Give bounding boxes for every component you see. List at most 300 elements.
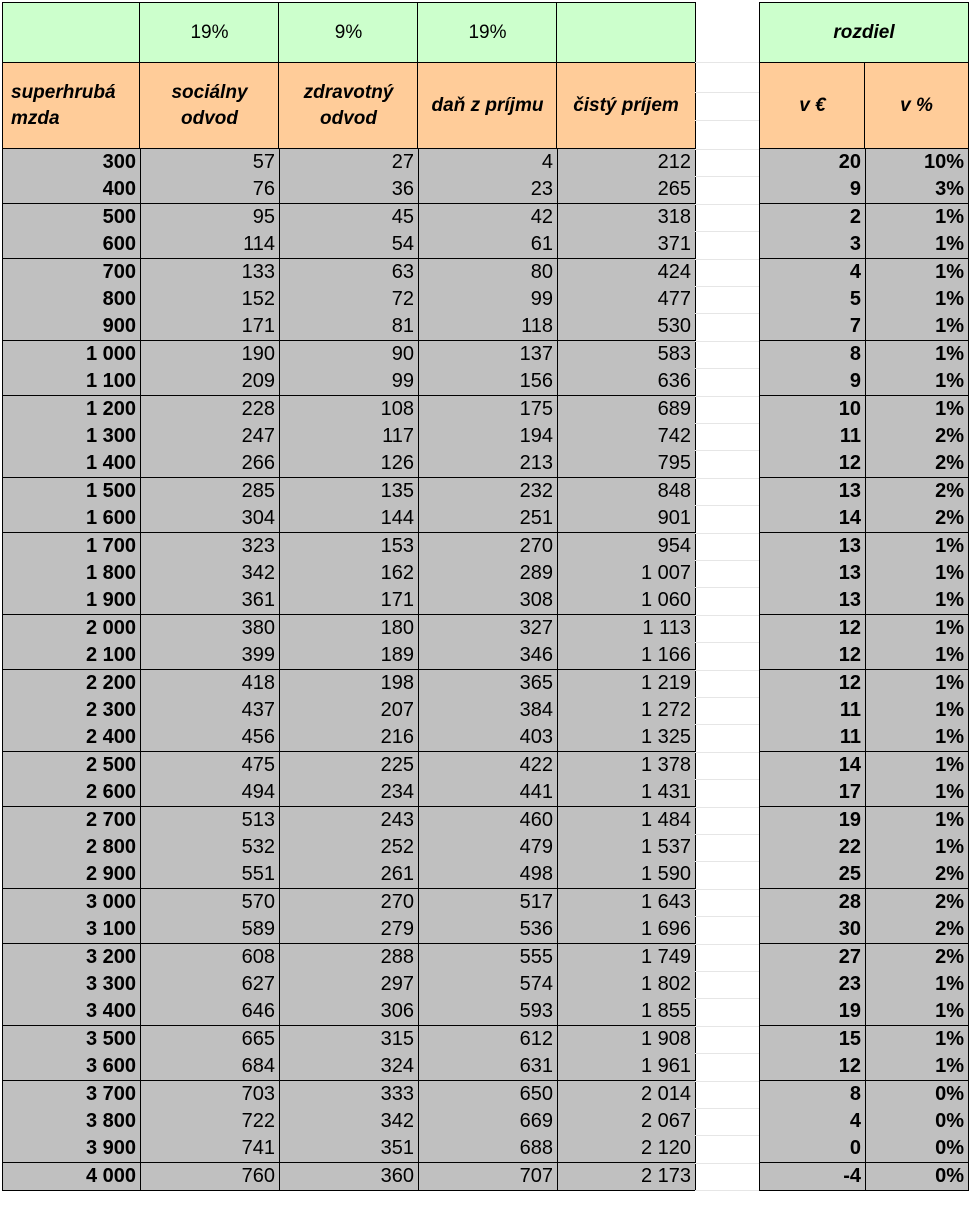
cell-diff-eur[interactable]: 11 <box>759 724 866 752</box>
cell-health[interactable]: 135 <box>280 478 419 506</box>
cell-tax[interactable]: 4 <box>419 149 558 177</box>
cell-tax[interactable]: 688 <box>419 1135 558 1163</box>
cell-social[interactable]: 171 <box>141 313 280 341</box>
cell-social[interactable]: 494 <box>141 779 280 807</box>
cell-diff-pct[interactable]: 2% <box>866 478 969 506</box>
cell-super-gross[interactable]: 800 <box>2 286 141 314</box>
cell-diff-eur[interactable]: 12 <box>759 670 866 698</box>
cell-net[interactable]: 1 060 <box>558 587 696 615</box>
header-tax[interactable]: daň z príjmu <box>417 62 558 149</box>
cell-tax[interactable]: 498 <box>419 861 558 889</box>
cell-diff-pct[interactable]: 1% <box>866 642 969 670</box>
cell-super-gross[interactable]: 1 200 <box>2 396 141 424</box>
cell-diff-eur[interactable]: 2 <box>759 204 866 232</box>
cell-health[interactable]: 72 <box>280 286 419 314</box>
cell-net[interactable]: 636 <box>558 368 696 396</box>
cell-net[interactable]: 954 <box>558 533 696 561</box>
cell-tax[interactable]: 156 <box>419 368 558 396</box>
cell-net[interactable]: 1 643 <box>558 889 696 917</box>
cell-health[interactable]: 351 <box>280 1135 419 1163</box>
cell-social[interactable]: 342 <box>141 560 280 588</box>
cell-tax[interactable]: 270 <box>419 533 558 561</box>
cell-social[interactable]: 266 <box>141 450 280 478</box>
cell-super-gross[interactable]: 2 300 <box>2 697 141 725</box>
cell-health[interactable]: 144 <box>280 505 419 533</box>
cell-diff-eur[interactable]: 0 <box>759 1135 866 1163</box>
cell-net[interactable]: 212 <box>558 149 696 177</box>
cell-health[interactable]: 216 <box>280 724 419 752</box>
cell-diff-pct[interactable]: 1% <box>866 204 969 232</box>
cell-social[interactable]: 152 <box>141 286 280 314</box>
gridline <box>695 670 759 671</box>
cell-diff-pct[interactable]: 0% <box>866 1163 969 1191</box>
cell-diff-pct[interactable]: 1% <box>866 1053 969 1081</box>
cell-super-gross[interactable]: 500 <box>2 204 141 232</box>
cell-diff-pct[interactable]: 10% <box>866 149 969 177</box>
cell-net[interactable]: 265 <box>558 176 696 204</box>
cell-health[interactable]: 207 <box>280 697 419 725</box>
cell-tax[interactable]: 80 <box>419 259 558 287</box>
cell-net[interactable]: 424 <box>558 259 696 287</box>
cell-tax[interactable]: 61 <box>419 231 558 259</box>
cell-social[interactable]: 399 <box>141 642 280 670</box>
cell-tax[interactable]: 536 <box>419 916 558 944</box>
cell-social[interactable]: 247 <box>141 423 280 451</box>
cell-health[interactable]: 54 <box>280 231 419 259</box>
cell-super-gross[interactable]: 2 800 <box>2 834 141 862</box>
cell-net[interactable]: 1 484 <box>558 807 696 835</box>
gridline <box>695 889 759 890</box>
cell-super-gross[interactable]: 2 000 <box>2 615 141 643</box>
cell-social[interactable]: 532 <box>141 834 280 862</box>
cell-net[interactable]: 1 219 <box>558 670 696 698</box>
cell-diff-pct[interactable]: 1% <box>866 259 969 287</box>
cell-diff-eur[interactable]: -4 <box>759 1163 866 1191</box>
cell-net[interactable]: 2 014 <box>558 1081 696 1109</box>
cell-health[interactable]: 117 <box>280 423 419 451</box>
cell-social[interactable]: 570 <box>141 889 280 917</box>
cell-diff-pct[interactable]: 1% <box>866 286 969 314</box>
cell-diff-pct[interactable]: 1% <box>866 313 969 341</box>
cell-net[interactable]: 848 <box>558 478 696 506</box>
cell-health[interactable]: 126 <box>280 450 419 478</box>
cell-diff-eur[interactable]: 5 <box>759 286 866 314</box>
cell-net[interactable]: 583 <box>558 341 696 369</box>
cell-net[interactable]: 1 537 <box>558 834 696 862</box>
cell-health[interactable]: 99 <box>280 368 419 396</box>
cell-tax[interactable]: 175 <box>419 396 558 424</box>
cell-diff-pct[interactable]: 1% <box>866 752 969 780</box>
cell-health[interactable]: 252 <box>280 834 419 862</box>
cell-health[interactable]: 36 <box>280 176 419 204</box>
cell-tax[interactable]: 574 <box>419 971 558 999</box>
cell-diff-eur[interactable]: 22 <box>759 834 866 862</box>
cell-tax[interactable]: 593 <box>419 998 558 1026</box>
cell-social[interactable]: 513 <box>141 807 280 835</box>
cell-health[interactable]: 198 <box>280 670 419 698</box>
cell-super-gross[interactable]: 300 <box>2 149 141 177</box>
cell-diff-pct[interactable]: 1% <box>866 587 969 615</box>
cell-health[interactable]: 180 <box>280 615 419 643</box>
cell-health[interactable]: 90 <box>280 341 419 369</box>
cell-health[interactable]: 153 <box>280 533 419 561</box>
cell-diff-pct[interactable]: 2% <box>866 450 969 478</box>
cell-diff-eur[interactable]: 3 <box>759 231 866 259</box>
cell-diff-eur[interactable]: 11 <box>759 423 866 451</box>
gridline <box>695 724 759 725</box>
cell-super-gross[interactable]: 1 000 <box>2 341 141 369</box>
gridline <box>695 450 759 451</box>
cell-social[interactable]: 361 <box>141 587 280 615</box>
cell-super-gross[interactable]: 2 900 <box>2 861 141 889</box>
cell-tax[interactable]: 118 <box>419 313 558 341</box>
cell-diff-eur[interactable]: 14 <box>759 752 866 780</box>
cell-super-gross[interactable]: 600 <box>2 231 141 259</box>
cell-social[interactable]: 304 <box>141 505 280 533</box>
header-net[interactable]: čistý príjem <box>556 62 696 149</box>
cell-diff-pct[interactable]: 2% <box>866 861 969 889</box>
cell-diff-eur[interactable]: 14 <box>759 505 866 533</box>
gridline <box>695 642 759 643</box>
cell-super-gross[interactable]: 4 000 <box>2 1163 141 1191</box>
cell-diff-pct[interactable]: 1% <box>866 341 969 369</box>
header-diff-eur[interactable]: v € <box>759 62 866 149</box>
cell-diff-eur[interactable]: 25 <box>759 861 866 889</box>
cell-social[interactable]: 760 <box>141 1163 280 1191</box>
cell-tax[interactable]: 479 <box>419 834 558 862</box>
cell-diff-eur[interactable]: 11 <box>759 697 866 725</box>
header-diff-group[interactable]: rozdiel <box>759 2 969 64</box>
cell-social[interactable]: 608 <box>141 944 280 972</box>
gridline <box>695 998 759 999</box>
cell-health[interactable]: 270 <box>280 889 419 917</box>
gridline <box>695 861 759 862</box>
cell-diff-pct[interactable]: 1% <box>866 368 969 396</box>
cell-tax[interactable]: 403 <box>419 724 558 752</box>
cell-super-gross[interactable]: 3 100 <box>2 916 141 944</box>
cell-super-gross[interactable]: 700 <box>2 259 141 287</box>
cell-net[interactable]: 1 007 <box>558 560 696 588</box>
cell-net[interactable]: 1 696 <box>558 916 696 944</box>
cell-health[interactable]: 288 <box>280 944 419 972</box>
cell-diff-eur[interactable]: 4 <box>759 1108 866 1136</box>
cell-tax[interactable]: 422 <box>419 752 558 780</box>
cell-super-gross[interactable]: 900 <box>2 313 141 341</box>
cell-diff-eur[interactable]: 12 <box>759 642 866 670</box>
gridline <box>695 341 759 342</box>
cell-net[interactable]: 689 <box>558 396 696 424</box>
cell-diff-pct[interactable]: 1% <box>866 779 969 807</box>
cell-diff-pct[interactable]: 1% <box>866 697 969 725</box>
cell-net[interactable]: 2 120 <box>558 1135 696 1163</box>
cell-tax[interactable]: 555 <box>419 944 558 972</box>
cell-diff-pct[interactable]: 1% <box>866 1026 969 1054</box>
cell-net[interactable]: 1 166 <box>558 642 696 670</box>
cell-social[interactable]: 209 <box>141 368 280 396</box>
cell-tax[interactable]: 42 <box>419 204 558 232</box>
cell-health[interactable]: 45 <box>280 204 419 232</box>
cell-tax[interactable]: 441 <box>419 779 558 807</box>
cell-tax[interactable]: 365 <box>419 670 558 698</box>
cell-net[interactable]: 1 749 <box>558 944 696 972</box>
cell-diff-pct[interactable]: 1% <box>866 724 969 752</box>
cell-tax[interactable]: 194 <box>419 423 558 451</box>
cell-health[interactable]: 225 <box>280 752 419 780</box>
cell-diff-pct[interactable]: 2% <box>866 889 969 917</box>
cell-super-gross[interactable]: 1 400 <box>2 450 141 478</box>
cell-tax[interactable]: 137 <box>419 341 558 369</box>
gridline <box>695 1081 759 1082</box>
cell-social[interactable]: 722 <box>141 1108 280 1136</box>
cell-social[interactable]: 418 <box>141 670 280 698</box>
cell-super-gross[interactable]: 3 300 <box>2 971 141 999</box>
cell-health[interactable]: 315 <box>280 1026 419 1054</box>
cell-health[interactable]: 279 <box>280 916 419 944</box>
gridline <box>695 1163 759 1164</box>
cell-super-gross[interactable]: 2 200 <box>2 670 141 698</box>
cell-diff-eur[interactable]: 4 <box>759 259 866 287</box>
cell-tax[interactable]: 612 <box>419 1026 558 1054</box>
cell-tax[interactable]: 99 <box>419 286 558 314</box>
cell-social[interactable]: 456 <box>141 724 280 752</box>
cell-social[interactable]: 703 <box>141 1081 280 1109</box>
gridline <box>695 368 759 369</box>
cell-net[interactable]: 1 855 <box>558 998 696 1026</box>
cell-diff-pct[interactable]: 1% <box>866 560 969 588</box>
gridline <box>695 533 759 534</box>
cell-health[interactable]: 360 <box>280 1163 419 1191</box>
cell-social[interactable]: 133 <box>141 259 280 287</box>
gridline <box>695 92 759 93</box>
cell-super-gross[interactable]: 2 400 <box>2 724 141 752</box>
cell-health[interactable]: 81 <box>280 313 419 341</box>
cell-net[interactable]: 1 113 <box>558 615 696 643</box>
cell-diff-eur[interactable]: 8 <box>759 1081 866 1109</box>
gridline <box>695 752 759 753</box>
cell-social[interactable]: 380 <box>141 615 280 643</box>
cell-super-gross[interactable]: 1 100 <box>2 368 141 396</box>
cell-tax[interactable]: 517 <box>419 889 558 917</box>
cell-health[interactable]: 297 <box>280 971 419 999</box>
cell-super-gross[interactable]: 2 700 <box>2 807 141 835</box>
cell-tax[interactable]: 23 <box>419 176 558 204</box>
header-social[interactable]: sociálny odvod <box>139 62 280 149</box>
cell-social[interactable]: 627 <box>141 971 280 999</box>
cell-diff-eur[interactable]: 12 <box>759 1053 866 1081</box>
cell-super-gross[interactable]: 3 900 <box>2 1135 141 1163</box>
cell-tax[interactable]: 669 <box>419 1108 558 1136</box>
cell-diff-eur[interactable]: 12 <box>759 615 866 643</box>
cell-health[interactable]: 27 <box>280 149 419 177</box>
cell-tax[interactable]: 631 <box>419 1053 558 1081</box>
cell-social[interactable]: 665 <box>141 1026 280 1054</box>
cell-diff-pct[interactable]: 1% <box>866 231 969 259</box>
cell-health[interactable]: 234 <box>280 779 419 807</box>
cell-diff-eur[interactable]: 13 <box>759 560 866 588</box>
cell-tax[interactable]: 308 <box>419 587 558 615</box>
cell-diff-pct[interactable]: 0% <box>866 1135 969 1163</box>
gridline <box>695 1053 759 1054</box>
cell-diff-pct[interactable]: 2% <box>866 944 969 972</box>
cell-net[interactable]: 1 802 <box>558 971 696 999</box>
cell-social[interactable]: 551 <box>141 861 280 889</box>
cell-net[interactable]: 1 378 <box>558 752 696 780</box>
cell-super-gross[interactable]: 3 200 <box>2 944 141 972</box>
cell-tax[interactable]: 346 <box>419 642 558 670</box>
cell-super-gross[interactable]: 3 000 <box>2 889 141 917</box>
cell-super-gross[interactable]: 3 800 <box>2 1108 141 1136</box>
cell-diff-eur[interactable]: 15 <box>759 1026 866 1054</box>
cell-tax[interactable]: 327 <box>419 615 558 643</box>
cell-super-gross[interactable]: 1 700 <box>2 533 141 561</box>
cell-social[interactable]: 741 <box>141 1135 280 1163</box>
cell-tax[interactable]: 232 <box>419 478 558 506</box>
cell-diff-pct[interactable]: 2% <box>866 423 969 451</box>
cell-net[interactable]: 1 431 <box>558 779 696 807</box>
cell-net[interactable]: 1 325 <box>558 724 696 752</box>
header-rate-social[interactable]: 19% <box>139 2 280 64</box>
cell-tax[interactable]: 251 <box>419 505 558 533</box>
cell-diff-eur[interactable]: 20 <box>759 149 866 177</box>
cell-diff-eur[interactable]: 28 <box>759 889 866 917</box>
cell-diff-eur[interactable]: 8 <box>759 341 866 369</box>
cell-diff-pct[interactable]: 0% <box>866 1108 969 1136</box>
cell-diff-eur[interactable]: 13 <box>759 533 866 561</box>
cell-health[interactable]: 261 <box>280 861 419 889</box>
cell-diff-eur[interactable]: 13 <box>759 478 866 506</box>
cell-diff-eur[interactable]: 27 <box>759 944 866 972</box>
cell-diff-eur[interactable]: 19 <box>759 998 866 1026</box>
cell-diff-pct[interactable]: 1% <box>866 670 969 698</box>
header-rate-health[interactable]: 9% <box>278 2 419 64</box>
cell-diff-eur[interactable]: 17 <box>759 779 866 807</box>
cell-social[interactable]: 95 <box>141 204 280 232</box>
cell-super-gross[interactable]: 1 500 <box>2 478 141 506</box>
cell-super-gross[interactable]: 2 600 <box>2 779 141 807</box>
cell-diff-pct[interactable]: 2% <box>866 505 969 533</box>
gridline <box>695 1026 759 1027</box>
cell-tax[interactable]: 707 <box>419 1163 558 1191</box>
cell-net[interactable]: 530 <box>558 313 696 341</box>
gridline <box>695 231 759 232</box>
cell-social[interactable]: 190 <box>141 341 280 369</box>
header-rate-empty[interactable] <box>2 2 141 64</box>
cell-diff-eur[interactable]: 9 <box>759 368 866 396</box>
cell-tax[interactable]: 460 <box>419 807 558 835</box>
gridline <box>695 971 759 972</box>
cell-social[interactable]: 437 <box>141 697 280 725</box>
cell-health[interactable]: 63 <box>280 259 419 287</box>
cell-health[interactable]: 171 <box>280 587 419 615</box>
cell-diff-eur[interactable]: 13 <box>759 587 866 615</box>
cell-super-gross[interactable]: 1 600 <box>2 505 141 533</box>
cell-net[interactable]: 2 067 <box>558 1108 696 1136</box>
cell-social[interactable]: 114 <box>141 231 280 259</box>
cell-social[interactable]: 76 <box>141 176 280 204</box>
gridline <box>695 1108 759 1109</box>
header-rate-net-empty[interactable] <box>556 2 696 64</box>
cell-net[interactable]: 1 961 <box>558 1053 696 1081</box>
cell-super-gross[interactable]: 1 900 <box>2 587 141 615</box>
cell-tax[interactable]: 213 <box>419 450 558 478</box>
cell-social[interactable]: 57 <box>141 149 280 177</box>
cell-social[interactable]: 285 <box>141 478 280 506</box>
cell-diff-pct[interactable]: 1% <box>866 834 969 862</box>
cell-net[interactable]: 318 <box>558 204 696 232</box>
cell-tax[interactable]: 289 <box>419 560 558 588</box>
cell-tax[interactable]: 650 <box>419 1081 558 1109</box>
cell-diff-pct[interactable]: 1% <box>866 998 969 1026</box>
cell-net[interactable]: 371 <box>558 231 696 259</box>
cell-super-gross[interactable]: 3 700 <box>2 1081 141 1109</box>
cell-diff-eur[interactable]: 10 <box>759 396 866 424</box>
gridline <box>695 505 759 506</box>
cell-net[interactable]: 795 <box>558 450 696 478</box>
cell-diff-pct[interactable]: 1% <box>866 807 969 835</box>
gridline <box>695 697 759 698</box>
cell-net[interactable]: 1 590 <box>558 861 696 889</box>
header-super-gross[interactable]: superhrubá mzda <box>2 62 141 149</box>
cell-net[interactable]: 2 173 <box>558 1163 696 1191</box>
cell-diff-pct[interactable]: 1% <box>866 971 969 999</box>
cell-health[interactable]: 108 <box>280 396 419 424</box>
cell-social[interactable]: 228 <box>141 396 280 424</box>
cell-social[interactable]: 475 <box>141 752 280 780</box>
cell-diff-pct[interactable]: 3% <box>866 176 969 204</box>
cell-health[interactable]: 333 <box>280 1081 419 1109</box>
cell-diff-eur[interactable]: 12 <box>759 450 866 478</box>
cell-diff-eur[interactable]: 23 <box>759 971 866 999</box>
cell-diff-pct[interactable]: 1% <box>866 396 969 424</box>
cell-social[interactable]: 646 <box>141 998 280 1026</box>
cell-diff-eur[interactable]: 19 <box>759 807 866 835</box>
cell-net[interactable]: 1 908 <box>558 1026 696 1054</box>
cell-health[interactable]: 243 <box>280 807 419 835</box>
cell-super-gross[interactable]: 1 300 <box>2 423 141 451</box>
cell-social[interactable]: 323 <box>141 533 280 561</box>
cell-social[interactable]: 684 <box>141 1053 280 1081</box>
cell-net[interactable]: 742 <box>558 423 696 451</box>
cell-diff-pct[interactable]: 0% <box>866 1081 969 1109</box>
cell-tax[interactable]: 384 <box>419 697 558 725</box>
header-rate-tax[interactable]: 19% <box>417 2 558 64</box>
cell-super-gross[interactable]: 3 400 <box>2 998 141 1026</box>
cell-social[interactable]: 589 <box>141 916 280 944</box>
cell-super-gross[interactable]: 2 100 <box>2 642 141 670</box>
header-health[interactable]: zdravotný odvod <box>278 62 419 149</box>
cell-diff-pct[interactable]: 1% <box>866 615 969 643</box>
cell-super-gross[interactable]: 1 800 <box>2 560 141 588</box>
cell-net[interactable]: 477 <box>558 286 696 314</box>
cell-net[interactable]: 1 272 <box>558 697 696 725</box>
cell-super-gross[interactable]: 3 600 <box>2 1053 141 1081</box>
cell-diff-pct[interactable]: 2% <box>866 916 969 944</box>
cell-super-gross[interactable]: 3 500 <box>2 1026 141 1054</box>
cell-health[interactable]: 189 <box>280 642 419 670</box>
header-diff-pct[interactable]: v % <box>864 62 969 149</box>
cell-health[interactable]: 324 <box>280 1053 419 1081</box>
cell-diff-eur[interactable]: 30 <box>759 916 866 944</box>
cell-health[interactable]: 306 <box>280 998 419 1026</box>
cell-diff-pct[interactable]: 1% <box>866 533 969 561</box>
cell-super-gross[interactable]: 400 <box>2 176 141 204</box>
cell-diff-eur[interactable]: 9 <box>759 176 866 204</box>
cell-diff-eur[interactable]: 7 <box>759 313 866 341</box>
cell-super-gross[interactable]: 2 500 <box>2 752 141 780</box>
cell-health[interactable]: 342 <box>280 1108 419 1136</box>
cell-net[interactable]: 901 <box>558 505 696 533</box>
cell-health[interactable]: 162 <box>280 560 419 588</box>
